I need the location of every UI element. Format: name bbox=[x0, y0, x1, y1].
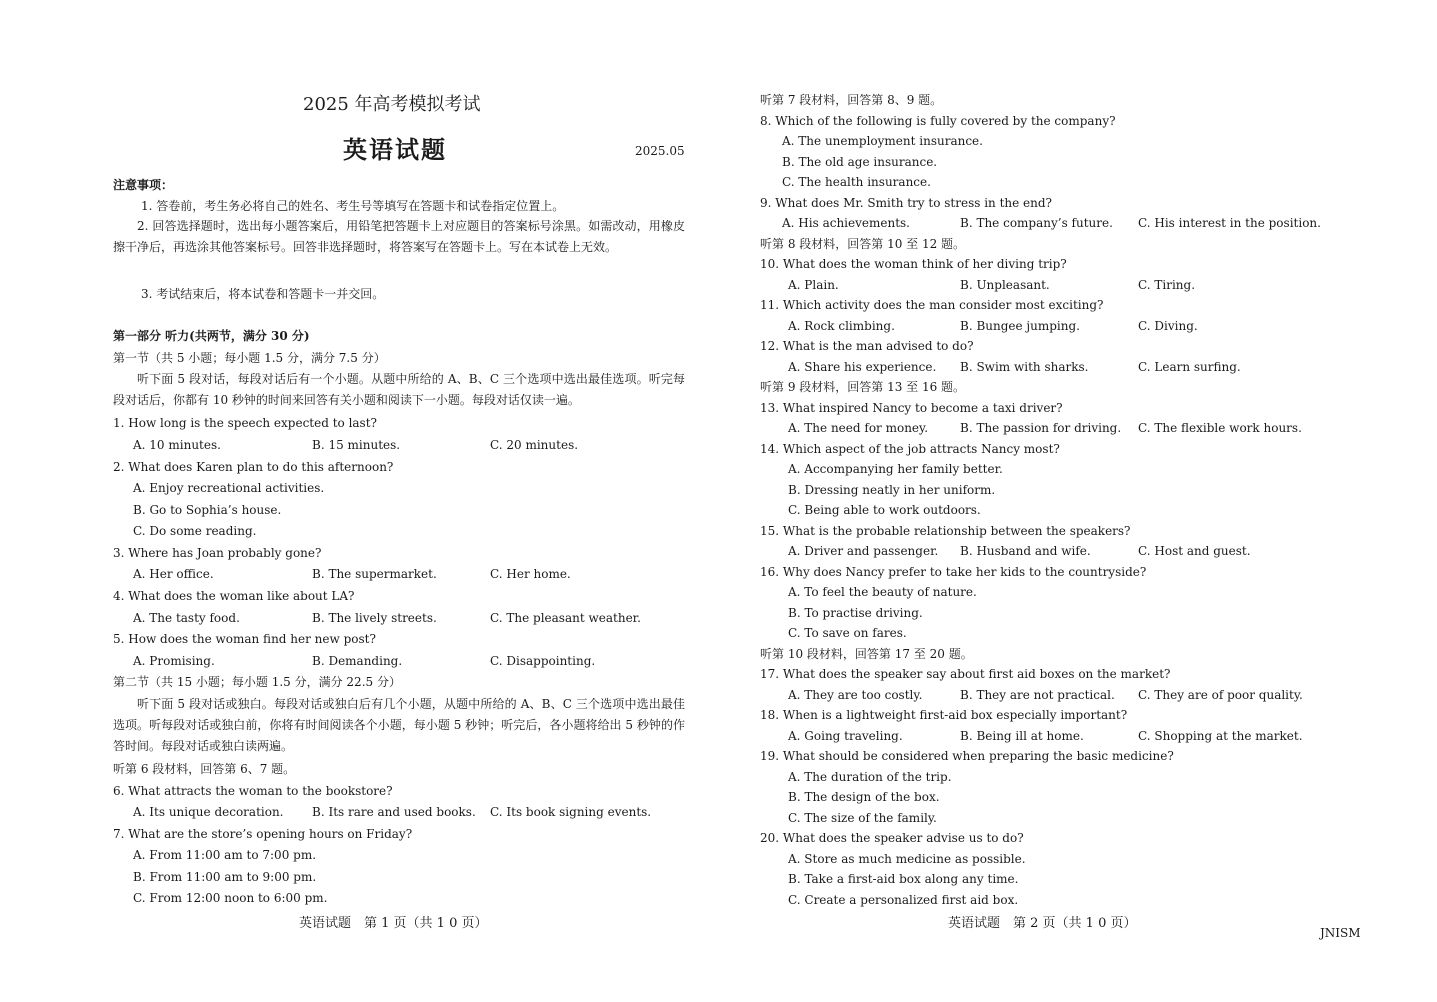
page-2-footer: 英语试题 第 2 页（共 1 0 页） bbox=[948, 916, 1137, 931]
q14-option-c: C. Being able to work outdoors. bbox=[788, 503, 981, 517]
q17-option-a: A. They are too costly. bbox=[788, 688, 923, 702]
q2-option-b: B. Go to Sophia’s house. bbox=[133, 503, 282, 517]
material-9-heading: 听第 9 段材料，回答第 13 至 16 题。 bbox=[760, 380, 966, 394]
notice-item-2: 2. 回答选择题时，选出每小题答案后，用铅笔把答题卡上对应题目的答案标号涂黑。如需改动，用橡皮擦干净后，再选涂其他答案标号。回答非选择题时，将答案写在答题卡上。写在本试卷上无效。 bbox=[113, 219, 685, 254]
question-4: 4. What does the woman like about LA? bbox=[113, 589, 355, 603]
question-9: 9. What does Mr. Smith try to stress in the end? bbox=[760, 196, 1052, 210]
q2-option-c: C. Do some reading. bbox=[133, 524, 257, 538]
q18-option-a: A. Going traveling. bbox=[788, 729, 903, 743]
question-15: 15. What is the probable relationship between the speakers? bbox=[760, 524, 1131, 538]
q16-option-a: A. To feel the beauty of nature. bbox=[788, 585, 977, 599]
q9-option-b: B. The company’s future. bbox=[960, 216, 1113, 230]
q3-option-c: C. Her home. bbox=[490, 567, 571, 581]
q3-option-a: A. Her office. bbox=[133, 567, 214, 581]
section1-heading: 第一节（共 5 小题；每小题 1.5 分，满分 7.5 分） bbox=[113, 351, 386, 365]
q12-option-c: C. Learn surfing. bbox=[1138, 360, 1241, 374]
question-10: 10. What does the woman think of her diving trip? bbox=[760, 257, 1067, 271]
q19-option-b: B. The design of the box. bbox=[788, 790, 940, 804]
q19-option-c: C. The size of the family. bbox=[788, 811, 937, 825]
q14-option-a: A. Accompanying her family better. bbox=[788, 462, 1003, 476]
q8-option-a: A. The unemployment insurance. bbox=[782, 134, 983, 148]
notice-item-1: 1. 答卷前，考生务必将自己的姓名、考生号等填写在答题卡和试卷指定位置上。 bbox=[141, 199, 565, 213]
q1-option-c: C. 20 minutes. bbox=[490, 438, 579, 452]
question-18: 18. When is a lightweight first-aid box especially important? bbox=[760, 708, 1128, 722]
q20-option-c: C. Create a personalized first aid box. bbox=[788, 893, 1019, 907]
q8-option-b: B. The old age insurance. bbox=[782, 155, 938, 169]
q13-option-b: B. The passion for driving. bbox=[960, 421, 1122, 435]
material-6-heading: 听第 6 段材料，回答第 6、7 题。 bbox=[113, 762, 296, 776]
q19-option-a: A. The duration of the trip. bbox=[788, 770, 952, 784]
q7-option-a: A. From 11:00 am to 7:00 pm. bbox=[133, 848, 317, 862]
q11-option-a: A. Rock climbing. bbox=[788, 319, 895, 333]
q12-option-b: B. Swim with sharks. bbox=[960, 360, 1089, 374]
question-19: 19. What should be considered when preparing the basic medicine? bbox=[760, 749, 1174, 763]
q2-option-a: A. Enjoy recreational activities. bbox=[133, 481, 325, 495]
q15-option-c: C. Host and guest. bbox=[1138, 544, 1251, 558]
q4-option-c: C. The pleasant weather. bbox=[490, 611, 641, 625]
q18-option-b: B. Being ill at home. bbox=[960, 729, 1084, 743]
q3-option-b: B. The supermarket. bbox=[312, 567, 437, 581]
q10-option-a: A. Plain. bbox=[788, 278, 839, 292]
q17-option-b: B. They are not practical. bbox=[960, 688, 1115, 702]
q5-option-b: B. Demanding. bbox=[312, 654, 403, 668]
q4-option-a: A. The tasty food. bbox=[133, 611, 240, 625]
question-7: 7. What are the store’s opening hours on Friday? bbox=[113, 827, 413, 841]
q20-option-b: B. Take a first-aid box along any time. bbox=[788, 872, 1019, 886]
q7-option-c: C. From 12:00 noon to 6:00 pm. bbox=[133, 891, 328, 905]
q9-option-c: C. His interest in the position. bbox=[1138, 216, 1321, 230]
q5-option-c: C. Disappointing. bbox=[490, 654, 596, 668]
q7-option-b: B. From 11:00 am to 9:00 pm. bbox=[133, 870, 317, 884]
exam-title: 2025 年高考模拟考试 bbox=[303, 94, 481, 115]
question-11: 11. Which activity does the man consider most exciting? bbox=[760, 298, 1104, 312]
q4-option-b: B. The lively streets. bbox=[312, 611, 437, 625]
q6-option-a: A. Its unique decoration. bbox=[133, 805, 284, 819]
question-5: 5. How does the woman find her new post? bbox=[113, 632, 376, 646]
q12-option-a: A. Share his experience. bbox=[788, 360, 937, 374]
question-1: 1. How long is the speech expected to last? bbox=[113, 416, 377, 430]
question-14: 14. Which aspect of the job attracts Nancy most? bbox=[760, 442, 1060, 456]
section2-heading: 第二节（共 15 小题；每小题 1.5 分，满分 22.5 分） bbox=[113, 675, 401, 689]
q13-option-a: A. The need for money. bbox=[788, 421, 929, 435]
question-20: 20. What does the speaker advise us to do? bbox=[760, 831, 1024, 845]
q8-option-c: C. The health insurance. bbox=[782, 175, 931, 189]
part1-heading: 第一部分 听力(共两节，满分 30 分) bbox=[113, 329, 310, 343]
material-10-heading: 听第 10 段材料，回答第 17 至 20 题。 bbox=[760, 647, 973, 661]
watermark-mark: JNISM bbox=[1320, 926, 1361, 940]
q13-option-c: C. The flexible work hours. bbox=[1138, 421, 1302, 435]
q1-option-b: B. 15 minutes. bbox=[312, 438, 401, 452]
q6-option-c: C. Its book signing events. bbox=[490, 805, 652, 819]
q1-option-a: A. 10 minutes. bbox=[133, 438, 221, 452]
q10-option-c: C. Tiring. bbox=[1138, 278, 1196, 292]
q15-option-a: A. Driver and passenger. bbox=[788, 544, 939, 558]
question-6: 6. What attracts the woman to the bookstore? bbox=[113, 784, 393, 798]
q9-option-a: A. His achievements. bbox=[782, 216, 910, 230]
exam-date: 2025.05 bbox=[635, 144, 685, 158]
q10-option-b: B. Unpleasant. bbox=[960, 278, 1050, 292]
section2-instructions: 听下面 5 段对话或独白。每段对话或独白后有几个小题，从题中所给的 A、B、C 三个选项中选出最佳选项。听每段对话或独白前，你将有时间阅读各个小题，每小题 5 秒钟；听完后，各小题将给出 5 秒钟的作答时间。每段对话或独白读两遍。 bbox=[113, 697, 685, 753]
q20-option-a: A. Store as much medicine as possible. bbox=[788, 852, 1026, 866]
q6-option-b: B. Its rare and used books. bbox=[312, 805, 476, 819]
question-3: 3. Where has Joan probably gone? bbox=[113, 546, 322, 560]
page-1-footer: 英语试题 第 1 页（共 1 0 页） bbox=[299, 916, 488, 931]
material-8-heading: 听第 8 段材料，回答第 10 至 12 题。 bbox=[760, 237, 966, 251]
material-7-heading: 听第 7 段材料，回答第 8、9 题。 bbox=[760, 93, 943, 107]
q11-option-b: B. Bungee jumping. bbox=[960, 319, 1080, 333]
question-12: 12. What is the man advised to do? bbox=[760, 339, 974, 353]
question-13: 13. What inspired Nancy to become a taxi driver? bbox=[760, 401, 1063, 415]
q11-option-c: C. Diving. bbox=[1138, 319, 1198, 333]
question-17: 17. What does the speaker say about first aid boxes on the market? bbox=[760, 667, 1171, 681]
q18-option-c: C. Shopping at the market. bbox=[1138, 729, 1303, 743]
q16-option-c: C. To save on fares. bbox=[788, 626, 907, 640]
q16-option-b: B. To practise driving. bbox=[788, 606, 923, 620]
question-2: 2. What does Karen plan to do this afternoon? bbox=[113, 460, 394, 474]
q15-option-b: B. Husband and wife. bbox=[960, 544, 1091, 558]
section1-instructions: 听下面 5 段对话，每段对话后有一个小题。从题中所给的 A、B、C 三个选项中选出最佳选项。听完每段对话后，你都有 10 秒钟的时间来回答有关小题和阅读下一小题。每段对话仅读一遍。 bbox=[113, 372, 685, 407]
q17-option-c: C. They are of poor quality. bbox=[1138, 688, 1303, 702]
notice-heading: 注意事项： bbox=[113, 178, 174, 192]
question-8: 8. Which of the following is fully covered by the company? bbox=[760, 114, 1116, 128]
question-16: 16. Why does Nancy prefer to take her kids to the countryside? bbox=[760, 565, 1147, 579]
notice-item-3: 3. 考试结束后，将本试卷和答题卡一并交回。 bbox=[141, 287, 385, 301]
q14-option-b: B. Dressing neatly in her uniform. bbox=[788, 483, 996, 497]
subject-title: 英语试题 bbox=[343, 135, 447, 164]
q5-option-a: A. Promising. bbox=[133, 654, 215, 668]
